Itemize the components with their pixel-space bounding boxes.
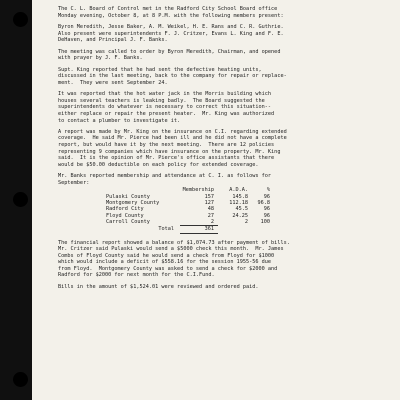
text-line: Radford for $2000 for next month for the C.I.Fund. xyxy=(58,272,215,279)
paragraph-bills xyxy=(58,284,376,291)
row-membership: 48 xyxy=(207,206,214,213)
row-name: Floyd County xyxy=(106,212,144,219)
table-header-membership: Membership xyxy=(182,187,214,194)
text-line: Supt. King reported that he had sent the defective heating units, xyxy=(58,66,262,73)
text-line: Mr. Critzer said Pulaski would send a $5000 check this month. Mr. James xyxy=(58,246,284,253)
row-name: Montgomery County xyxy=(106,200,160,207)
text-line: Also present were superintendents F. J. Critzer, Evans L. King and F. E. xyxy=(58,30,284,37)
paragraph-insurance xyxy=(58,129,376,169)
text-line: Combs of Floyd County said he would send a check from Floyd for $1000 xyxy=(58,252,275,259)
paragraph-members-present xyxy=(58,24,376,44)
row-membership: 157 xyxy=(204,193,214,200)
row-ada: 145.8 xyxy=(232,193,248,200)
row-ada: 24.25 xyxy=(232,212,248,219)
text-line: superintendents do whatever is necessary to correct this situation-- xyxy=(58,104,272,111)
text-line: coverage. He said Mr. Pierce had been ill and he did not have a complete xyxy=(58,135,287,142)
total-label: Total xyxy=(158,225,174,232)
punch-hole xyxy=(13,192,28,207)
text-line: with prayer by J. F. Banks. xyxy=(58,55,143,62)
paragraph-heating-units xyxy=(58,67,376,87)
row-pct: 96 xyxy=(263,206,270,213)
row-pct: 96.8 xyxy=(257,200,270,207)
total-pct-blank xyxy=(252,226,274,233)
text-line: Bills in the amount of $1,524.01 were reviewed and ordered paid. xyxy=(58,283,259,290)
membership-table xyxy=(106,187,274,233)
text-line: houses several teachers is leaking badly. The Board suggested the xyxy=(58,97,265,104)
table-header-pct: % xyxy=(266,187,270,194)
row-ada: 112.18 xyxy=(229,200,248,207)
paragraph-financial xyxy=(58,240,376,280)
punch-hole xyxy=(13,12,28,27)
row-ada: 2 xyxy=(244,218,248,225)
text-line: said. It is the opinion of Mr. Pierce's office assistants that there xyxy=(58,155,275,162)
text-line: Mr. Banks reported membership and attendance at C. I. as follows for xyxy=(58,173,272,180)
text-line: Byron Meredith, Jesse Baker, A. M. Weikel, H. E. Rans and C. R. Guthrie. xyxy=(58,23,284,30)
text-line: September: xyxy=(58,179,90,186)
total-ada-blank xyxy=(218,226,252,233)
text-line: A report was made by Mr. King on the insurance on C.I. regarding extended xyxy=(58,128,287,135)
row-membership: 127 xyxy=(204,200,214,207)
text-line: The meeting was called to order by Byron Meredith, Chairman, and opened xyxy=(58,48,281,55)
text-line: representing 9 companies which have insurance on the property. Mr. King xyxy=(58,148,281,155)
text-line: from Floyd. Montgomery County was asked to send a check for $2000 and xyxy=(58,265,278,272)
text-line: The C. L. Board of Control met in the Radford City School Board office xyxy=(58,6,278,12)
row-name: Pulaski County xyxy=(106,193,150,200)
text-line: would be $50.00 deductible on each policy for extended coverage. xyxy=(58,161,259,168)
paragraph-water-jack xyxy=(58,91,376,124)
row-name: Radford City xyxy=(106,206,144,213)
text-line: ment. They were sent September 24. xyxy=(58,79,168,86)
row-pct: 96 xyxy=(263,212,270,219)
punch-hole xyxy=(13,372,28,387)
text-line: It was reported that the hot water jack in the Morris building which xyxy=(58,91,272,98)
row-ada: 45.5 xyxy=(235,206,248,213)
text-line: DeHaven, and Principal J. F. Banks. xyxy=(58,37,168,44)
text-line: The financial report showed a balance of $1,074.73 after payment of bills. xyxy=(58,239,290,246)
text-line: which would include a deficit of $558.16 for the session 1955-56 due xyxy=(58,259,272,266)
row-membership: 27 xyxy=(207,212,214,219)
row-pct: 96 xyxy=(263,193,270,200)
text-line: Monday evening, October 8, at 8 P.M. with the following members present: xyxy=(58,12,284,19)
total-membership: 361 xyxy=(180,226,218,233)
text-line: to contact a plumber to investigate it. xyxy=(58,117,181,124)
row-membership: 2 xyxy=(210,218,214,225)
text-line: either replace or repair the present heater. Mr. King was authorized xyxy=(58,110,275,117)
row-name: Carroll County xyxy=(106,218,150,225)
row-pct: 100 xyxy=(260,218,270,225)
document-body xyxy=(58,6,376,295)
paragraph-membership-intro xyxy=(58,173,376,186)
table-total-row xyxy=(106,226,274,233)
text-line: discussed in the last meeting, back to the company for repair or replace- xyxy=(58,73,287,80)
paragraph-called-to-order xyxy=(58,49,376,62)
text-line: report, but would have it by the next meeting. There are 12 policies xyxy=(58,142,275,149)
table-row xyxy=(106,219,274,226)
paragraph-opening xyxy=(58,6,376,19)
table-header-ada: A.D.A. xyxy=(229,187,248,194)
